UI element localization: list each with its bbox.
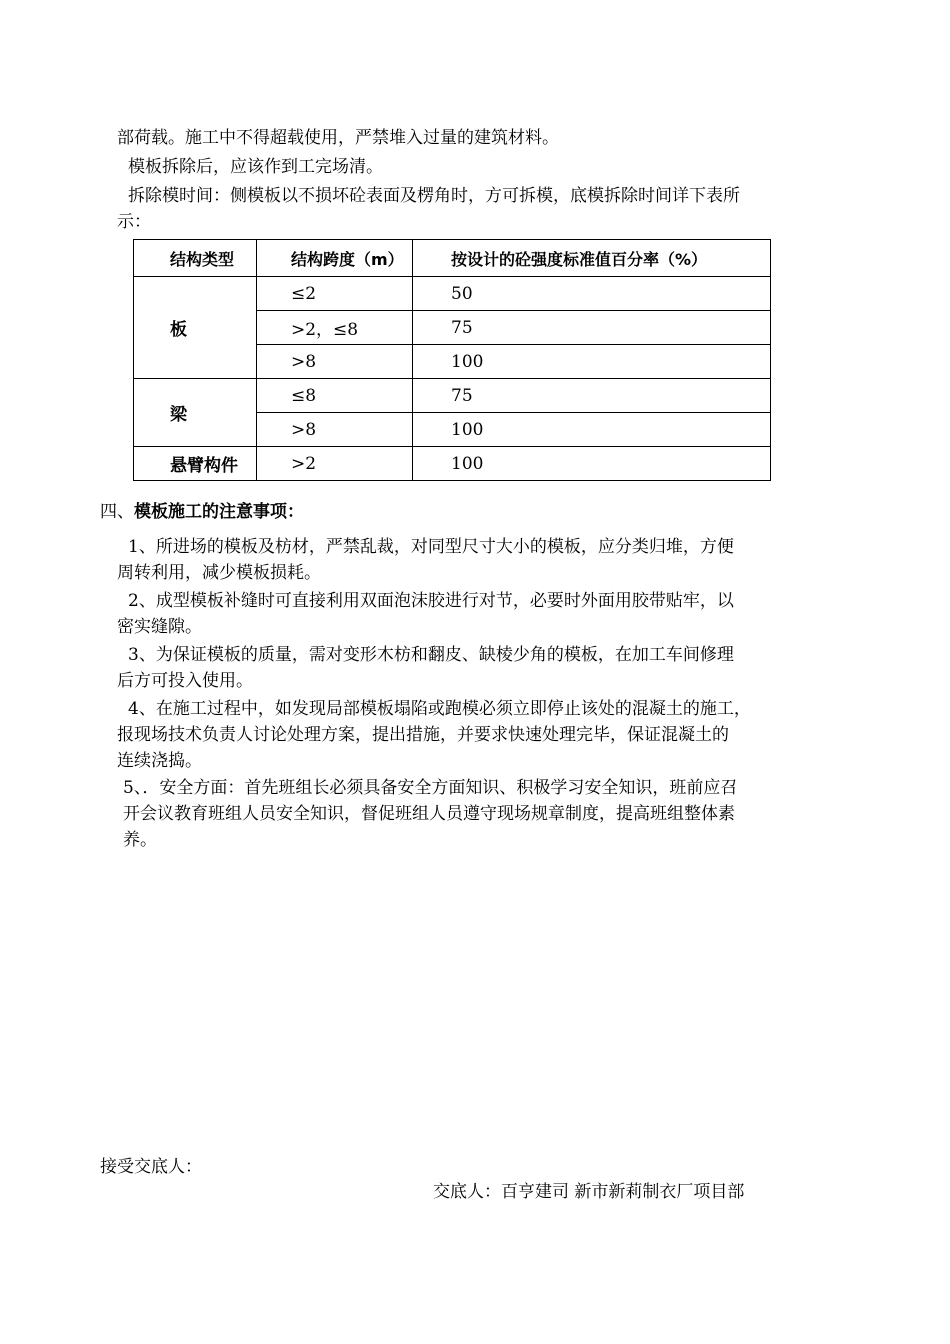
intro-line-3b: 示： bbox=[117, 212, 151, 232]
intro-line-2: 模板拆除后，应该作到工完场清。 bbox=[128, 157, 383, 177]
span-cell: >8 bbox=[257, 413, 413, 447]
intro-line-1: 部荷载。施工中不得超载使用，严禁堆入过量的建筑材料。 bbox=[117, 128, 559, 148]
table-row bbox=[134, 447, 771, 481]
table-row bbox=[134, 379, 771, 413]
type-cell-slab: 板 bbox=[134, 277, 257, 379]
header-structure-type: 结构类型 bbox=[134, 240, 257, 277]
type-cell-cantilever: 悬臂构件 bbox=[134, 447, 257, 481]
percent-cell: 75 bbox=[413, 379, 771, 413]
span-cell: ≤8 bbox=[257, 379, 413, 413]
item-2-line-1: 2、成型模板补缝时可直接利用双面泡沫胶进行对节，必要时外面用胶带贴牢，以 bbox=[128, 591, 734, 611]
item-5-line-2: 开会议教育班组人员安全知识，督促班组人员遵守现场规章制度，提高班组整体素 bbox=[123, 804, 735, 824]
span-cell: >2 bbox=[257, 447, 413, 481]
intro-line-3a: 拆除模时间：侧模板以不损坏砼表面及楞角时，方可拆模，底模拆除时间详下表所 bbox=[128, 186, 740, 206]
giver-label: 交底人：百亨建司 新市新莉制衣厂项目部 bbox=[433, 1182, 745, 1202]
header-span: 结构跨度（m） bbox=[257, 240, 413, 277]
table-row bbox=[134, 277, 771, 311]
item-1-line-2: 周转利用，减少模板损耗。 bbox=[117, 563, 321, 583]
section-4-prefix: 四、 bbox=[100, 502, 134, 522]
item-3-line-1: 3、为保证模板的质量，需对变形木枋和翻皮、缺棱少角的模板，在加工车间修理 bbox=[128, 645, 734, 665]
item-5-line-3: 养。 bbox=[123, 830, 157, 850]
type-cell-beam: 梁 bbox=[134, 379, 257, 447]
item-3-line-2: 后方可投入使用。 bbox=[117, 671, 253, 691]
item-2-line-2: 密实缝隙。 bbox=[117, 617, 202, 637]
percent-cell: 50 bbox=[413, 277, 771, 311]
section-4-heading bbox=[100, 501, 304, 523]
span-cell: ≤2 bbox=[257, 277, 413, 311]
item-4-line-3: 连续浇捣。 bbox=[117, 751, 202, 771]
item-1-line-1: 1、所进场的模板及枋材，严禁乱裁，对同型尺寸大小的模板，应分类归堆，方便 bbox=[128, 537, 734, 557]
item-5-line-1: 5、．安全方面：首先班组长必须具备安全方面知识、积极学习安全知识，班前应召 bbox=[123, 778, 738, 798]
removal-time-table bbox=[133, 239, 771, 481]
percent-cell: 100 bbox=[413, 345, 771, 379]
span-cell: >2，≤8 bbox=[257, 311, 413, 345]
item-4-line-2: 报现场技术负责人讨论处理方案，提出措施，并要求快速处理完毕，保证混凝土的 bbox=[117, 725, 729, 745]
percent-cell: 100 bbox=[413, 413, 771, 447]
percent-cell: 100 bbox=[413, 447, 771, 481]
item-4-line-1: 4、在施工过程中，如发现局部模板塌陷或跑模必须立即停止该处的混凝土的施工， bbox=[128, 699, 751, 719]
section-4-title: 模板施工的注意事项： bbox=[134, 502, 304, 522]
receiver-label: 接受交底人： bbox=[100, 1157, 202, 1177]
table-header-row bbox=[134, 240, 771, 277]
span-cell: >8 bbox=[257, 345, 413, 379]
header-strength-percent: 按设计的砼强度标准值百分率（%） bbox=[413, 240, 771, 277]
percent-cell: 75 bbox=[413, 311, 771, 345]
